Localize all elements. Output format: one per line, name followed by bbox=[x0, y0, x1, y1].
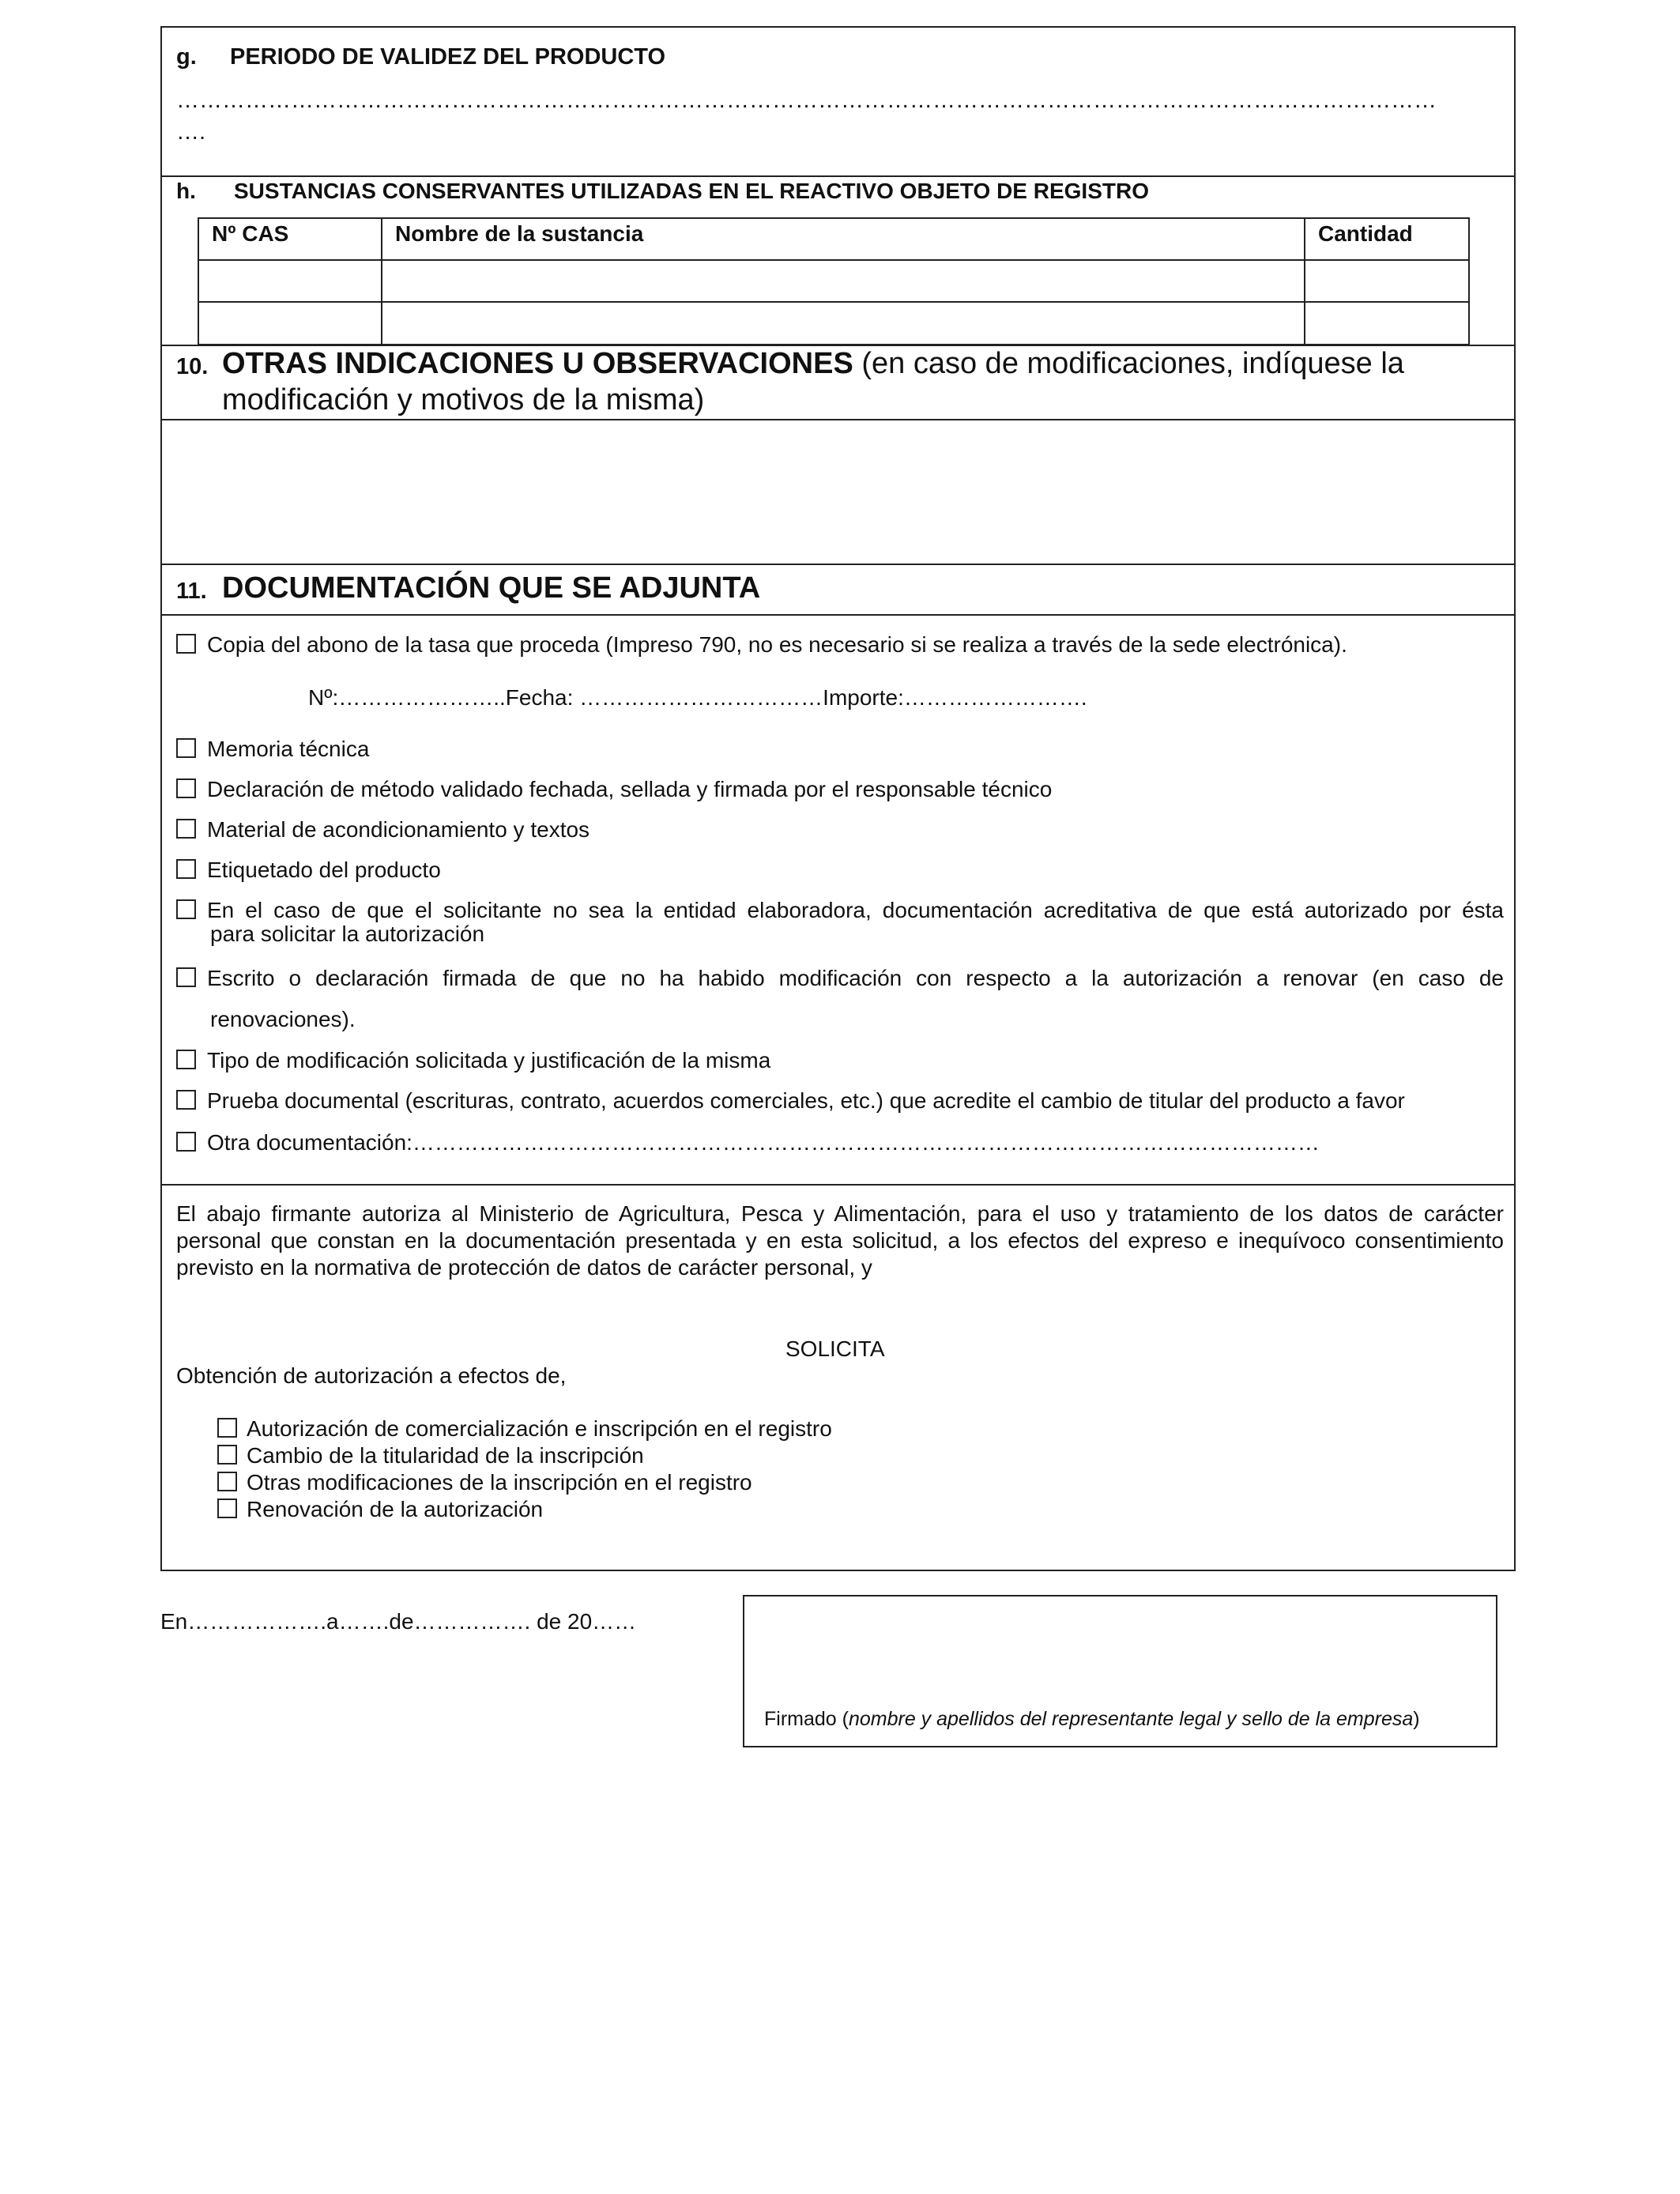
doc-item-label: Otra documentación:…………………………………………………………………………………………………………… bbox=[207, 1130, 1320, 1155]
checkbox-commercialization[interactable] bbox=[217, 1418, 237, 1438]
doc-item-packaging[interactable] bbox=[176, 816, 590, 843]
doc-item-modification-type[interactable] bbox=[176, 1047, 770, 1074]
checkbox-technical-report[interactable] bbox=[176, 738, 196, 758]
section-10-title-line2: modificación y motivos de la misma) bbox=[222, 383, 705, 417]
checkbox-no-modification[interactable] bbox=[176, 967, 196, 987]
doc-item-no-modification[interactable] bbox=[176, 965, 1504, 1033]
obtencion-label: Obtención de autorización a efectos de, bbox=[176, 1363, 567, 1388]
signature-box[interactable] bbox=[743, 1595, 1497, 1747]
validity-period-field[interactable]: ………………………………………………………………………………………………………………………………………………… bbox=[176, 88, 1437, 113]
doc-item-technical-report[interactable] bbox=[176, 736, 369, 763]
doc-item-other[interactable] bbox=[176, 1129, 1320, 1156]
section-h-letter: h. bbox=[176, 179, 196, 203]
section-h-title: SUSTANCIAS CONSERVANTES UTILIZADAS EN EL REACTIVO OBJETO DE REGISTRO bbox=[234, 179, 1149, 203]
section-g-title: PERIODO DE VALIDEZ DEL PRODUCTO bbox=[230, 44, 666, 70]
table-cell-quantity-2[interactable] bbox=[1305, 303, 1468, 344]
table-cell-cas-2[interactable] bbox=[199, 303, 379, 344]
doc-item-line2: para solicitar la autorización bbox=[210, 922, 485, 946]
header-cas: Nº CAS bbox=[212, 221, 289, 246]
doc-item-label: Prueba documental (escrituras, contrato, acuerdos comerciales, etc.) que acredite el cambio de titular del producto a favor bbox=[207, 1088, 1405, 1113]
checkbox-fee-copy[interactable] bbox=[176, 634, 196, 654]
consent-paragraph: El abajo firmante autoriza al Ministerio de Agricultura, Pesca y Alimentación, para el uso y tratamiento de los datos de carácter personal que constan en la documentación presentada y en esta solicitud, a los efectos del expreso e inequívoco consentimiento previsto en la normativa de protección de datos de carácter personal, y bbox=[176, 1201, 1504, 1280]
section-11-number: 11. bbox=[176, 579, 207, 604]
doc-item-label: Etiquetado del producto bbox=[207, 858, 441, 882]
doc-item-fee-copy[interactable] bbox=[176, 631, 1347, 658]
checkbox-labelling[interactable] bbox=[176, 859, 196, 879]
doc-item-label: Escrito o declaración firmada de que no ha habido modificación con respecto a la autorización a renovar (en caso de bbox=[207, 966, 1504, 990]
table-cell-quantity-1[interactable] bbox=[1305, 261, 1468, 300]
signature-caption bbox=[764, 1707, 1420, 1731]
checkbox-ownership-proof[interactable] bbox=[176, 1090, 196, 1110]
table-cell-name-2[interactable] bbox=[382, 303, 1302, 344]
checkbox-validated-method[interactable] bbox=[176, 778, 196, 798]
checkbox-packaging[interactable] bbox=[176, 819, 196, 839]
doc-item-label: Tipo de modificación solicitada y justificación de la misma bbox=[207, 1048, 771, 1072]
checkbox-authorization-proof[interactable] bbox=[176, 899, 196, 919]
option-other-modifications[interactable] bbox=[217, 1469, 752, 1496]
fee-details-line[interactable]: Nº:…………………..Fecha: ……………………………Importe:……………………. bbox=[308, 685, 1087, 710]
checkbox-modification-type[interactable] bbox=[176, 1050, 196, 1069]
section-10-title-rest: (en caso de modificaciones, indíquese la bbox=[861, 347, 1404, 380]
place-date-line[interactable]: En……………….a…….de……………. de 20…… bbox=[160, 1609, 637, 1634]
divider-11-consent bbox=[160, 1184, 1516, 1186]
option-label: Renovación de la autorización bbox=[247, 1497, 544, 1521]
doc-item-ownership-proof[interactable] bbox=[176, 1088, 1405, 1114]
observations-field[interactable] bbox=[162, 420, 1514, 563]
option-renewal[interactable] bbox=[217, 1496, 543, 1523]
option-ownership-change[interactable] bbox=[217, 1442, 644, 1469]
doc-item-line2: renovaciones). bbox=[210, 1007, 356, 1031]
divider-g-h bbox=[160, 175, 1516, 177]
option-commercialization[interactable] bbox=[217, 1416, 832, 1442]
solicita-heading: SOLICITA bbox=[785, 1336, 885, 1361]
option-label: Otras modificaciones de la inscripción en el registro bbox=[247, 1470, 752, 1495]
checkbox-other-modifications[interactable] bbox=[217, 1472, 237, 1491]
section-g-letter: g. bbox=[176, 44, 197, 70]
doc-item-authorization-proof[interactable] bbox=[176, 897, 1504, 948]
doc-item-label: Copia del abono de la tasa que proceda (Impreso 790, no es necesario si se realiza a través de la sede electrónica). bbox=[207, 632, 1347, 657]
doc-item-label: Declaración de método validado fechada, sellada y firmada por el responsable técnico bbox=[207, 777, 1053, 801]
doc-item-label: Material de acondicionamiento y textos bbox=[207, 817, 590, 842]
section-10-number: 10. bbox=[176, 354, 209, 379]
table-cell-name-1[interactable] bbox=[382, 261, 1302, 300]
signature-italic: nombre y apellidos del representante legal y sello de la empresa bbox=[848, 1708, 1414, 1730]
divider-11-body bbox=[160, 614, 1516, 616]
doc-item-label: Memoria técnica bbox=[207, 737, 370, 761]
signature-prefix: Firmado ( bbox=[764, 1708, 849, 1730]
option-label: Autorización de comercialización e inscripción en el registro bbox=[247, 1416, 832, 1441]
option-label: Cambio de la titularidad de la inscripción bbox=[247, 1443, 644, 1468]
checkbox-ownership-change[interactable] bbox=[217, 1445, 237, 1465]
doc-item-line1 bbox=[176, 897, 1504, 924]
section-11-title: DOCUMENTACIÓN QUE SE ADJUNTA bbox=[222, 571, 761, 605]
doc-item-label: En el caso de que el solicitante no sea la entidad elaboradora, documentación acreditativa de que está autorizado por ésta bbox=[207, 898, 1504, 922]
header-substance-name: Nombre de la sustancia bbox=[395, 221, 644, 246]
validity-period-field-cont: …. bbox=[176, 119, 206, 145]
section-10-title-bold: OTRAS INDICACIONES U OBSERVACIONES bbox=[222, 347, 853, 380]
section-10-title bbox=[222, 346, 1502, 381]
table-cell-cas-1[interactable] bbox=[199, 261, 379, 300]
header-quantity: Cantidad bbox=[1318, 221, 1413, 246]
checkbox-renewal[interactable] bbox=[217, 1498, 237, 1518]
doc-item-labelling[interactable] bbox=[176, 857, 441, 884]
checkbox-other[interactable] bbox=[176, 1132, 196, 1152]
signature-suffix: ) bbox=[1413, 1708, 1420, 1730]
doc-item-line1 bbox=[176, 965, 1504, 992]
divider-10-11 bbox=[160, 564, 1516, 565]
doc-item-validated-method[interactable] bbox=[176, 776, 1052, 803]
preservatives-table bbox=[198, 217, 1470, 345]
